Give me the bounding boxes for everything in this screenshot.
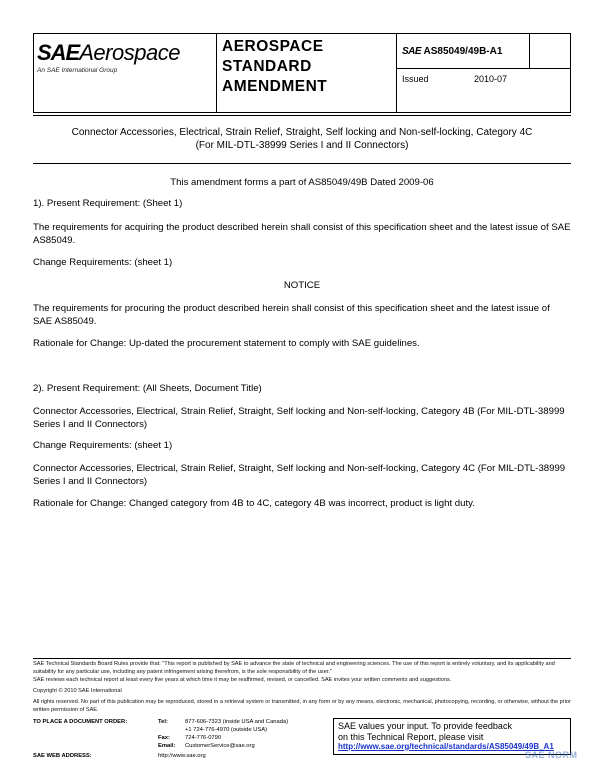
feedback-link[interactable]: http://www.sae.org/technical/standards/AS85049/49B_A1 xyxy=(338,742,554,751)
fax-label: Fax: xyxy=(158,735,170,741)
title-line: AMENDMENT xyxy=(222,78,328,95)
sae-aerospace-logo xyxy=(37,40,213,74)
req2-heading: 2). Present Requirement: (All Sheets, Document Title) xyxy=(33,383,262,394)
header-divider xyxy=(216,34,217,112)
feedback-line: on this Technical Report, please visit xyxy=(338,731,484,742)
document-title xyxy=(33,126,571,152)
footer-rule xyxy=(33,658,571,659)
tel-outside-value: +1 724-776-4970 (outside USA) xyxy=(185,727,268,733)
header-table xyxy=(33,33,571,113)
logo-sae-text: SAE xyxy=(37,40,80,65)
email-value[interactable]: CustomerService@sae.org xyxy=(185,743,255,749)
document-title-line: Connector Accessories, Electrical, Strain Relief, Straight, Self locking and Non-self-locking, Category 4C xyxy=(71,127,533,138)
header-divider xyxy=(396,34,397,112)
logo-subtitle: An SAE International Group xyxy=(37,67,118,74)
issued-label: Issued xyxy=(402,74,429,84)
amendment-intro: This amendment forms a part of AS85049/49B Dated 2009-06 xyxy=(170,177,434,188)
feedback-line: SAE values your input. To provide feedback xyxy=(338,721,512,731)
req1-change-heading: Change Requirements: (sheet 1) xyxy=(33,257,173,268)
header-divider xyxy=(529,34,530,68)
notice-heading: NOTICE xyxy=(283,280,321,291)
title-rule-bottom xyxy=(33,163,571,164)
header-divider xyxy=(396,68,570,69)
doc-prefix: SAE xyxy=(402,46,422,57)
logo-aerospace-text: Aerospace xyxy=(79,40,180,65)
watermark: SAE NORM xyxy=(525,750,578,760)
fax-value: 724-776-0790 xyxy=(185,735,222,741)
standard-type-title xyxy=(222,37,327,97)
footer-review-text: SAE reviews each technical report at least every five years at which time it may be reaffirmed, revised, or cancelled. SAE invites your written comments and suggestions. xyxy=(33,677,452,683)
req2-change-heading: Change Requirements: (sheet 1) xyxy=(33,440,173,451)
footer-rules-text: SAE Technical Standards Board Rules provide that: "This report is published by SAE to advance the state of technical and engineering sciences. The use of this report is entirely voluntary, and its applicability and suitability for any particular use, including any patent infringement arising therefrom, is the sole responsibility of the user." xyxy=(33,661,555,675)
email-label: Email: xyxy=(158,743,176,749)
req2-present-text: Connector Accessories, Electrical, Strain Relief, Straight, Self locking and Non-self-locking, Category 4B (For MIL-DTL-38999 Series I and II Connectors) xyxy=(33,406,565,430)
tel-value: 877-606-7323 (inside USA and Canada) xyxy=(185,719,289,725)
web-label: SAE WEB ADDRESS: xyxy=(33,753,92,759)
title-line: AEROSPACE xyxy=(222,38,324,55)
title-line: STANDARD xyxy=(222,58,312,75)
tel-label: Tel: xyxy=(158,719,168,725)
footer-rights-text: All rights reserved. No part of this publication may be reproduced, stored in a retrieval system or transmitted, in any form or by any means, electronic, mechanical, photocopying, recording, or otherwise, without the prior written permission of SAE. xyxy=(33,699,571,713)
order-label: TO PLACE A DOCUMENT ORDER: xyxy=(33,719,128,725)
req1-change-text: The requirements for procuring the product described herein shall consist of this specification sheet and the latest issue of SAE AS85049. xyxy=(33,303,550,327)
web-address[interactable]: http://www.sae.org xyxy=(158,753,206,759)
req1-rationale: Rationale for Change: Up-dated the procurement statement to comply with SAE guidelines. xyxy=(33,338,420,349)
doc-number-value: AS85049/49B-A1 xyxy=(423,46,503,57)
req1-present-text: The requirements for acquiring the product described herein shall consist of this specification sheet and the latest issue of SAE AS85049. xyxy=(33,222,571,246)
req2-change-text: Connector Accessories, Electrical, Strain Relief, Straight, Self locking and Non-self-locking, Category 4C (For MIL-DTL-38999 Series I and II Connectors) xyxy=(33,463,566,487)
req2-rationale: Rationale for Change: Changed category from 4B to 4C, category 4B was incorrect, product is light duty. xyxy=(33,498,475,509)
footer-copyright: Copyright © 2010 SAE International xyxy=(33,688,122,694)
req1-heading: 1). Present Requirement: (Sheet 1) xyxy=(33,198,183,209)
document-title-line: (For MIL-DTL-38999 Series I and II Connectors) xyxy=(195,140,409,151)
issued-date: 2010-07 xyxy=(474,74,508,84)
document-number xyxy=(402,46,502,57)
title-rule-top xyxy=(33,115,571,116)
